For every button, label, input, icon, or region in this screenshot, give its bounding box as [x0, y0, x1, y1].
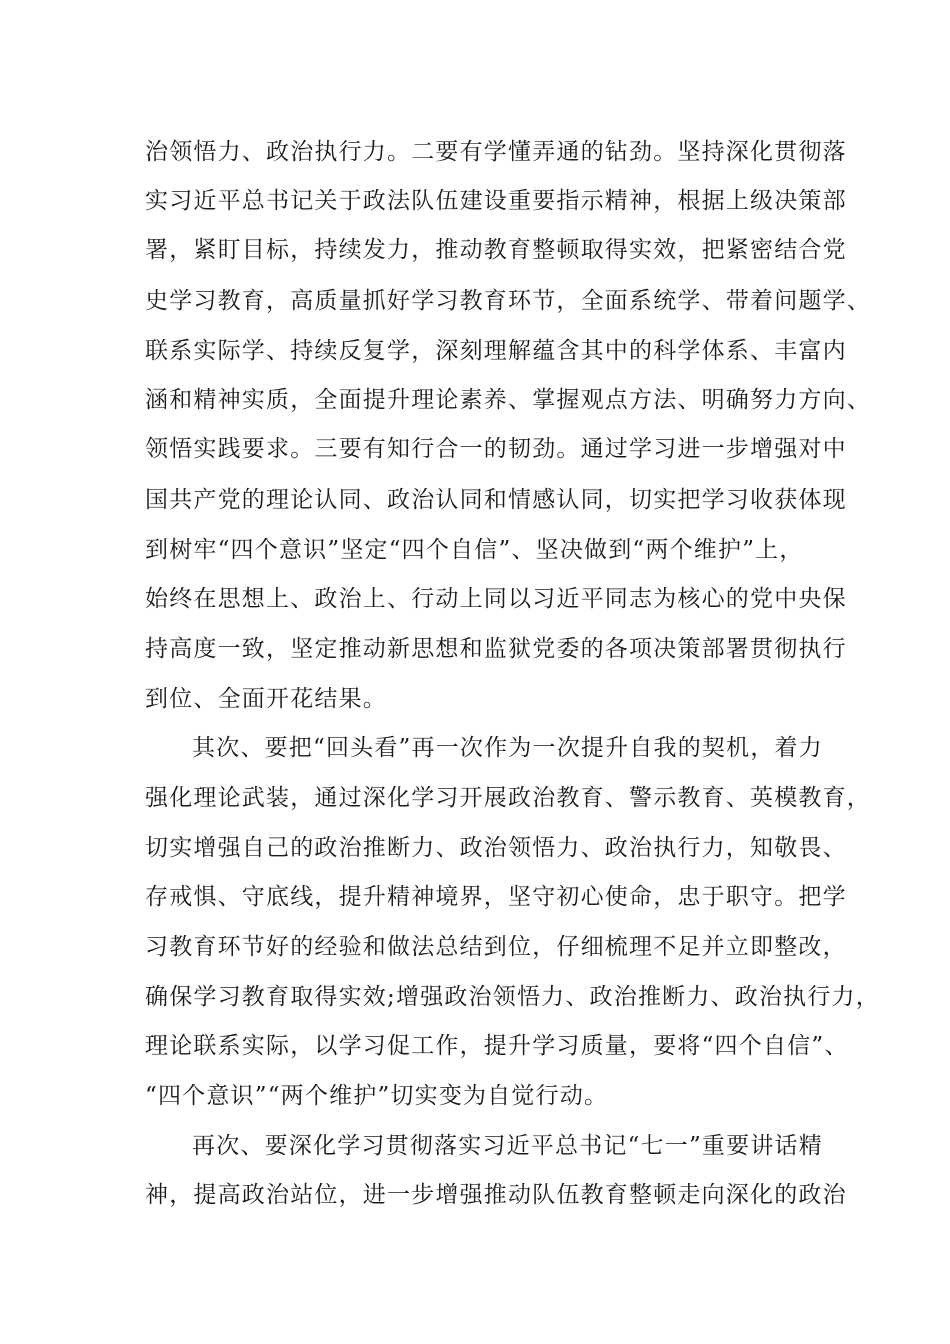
paragraph-start-line: 其次、要把“回头看”再一次作为一次提升自我的契机，着力 — [192, 735, 823, 761]
text-line: 持高度一致，坚定推动新思想和监狱党委的各项决策部署贯彻执行 — [145, 636, 847, 662]
text-line: 切实增强自己的政治推断力、政治领悟力、政治执行力，知敬畏、 — [145, 835, 847, 861]
text-line: 领悟实践要求。三要有知行合一的韧劲。通过学习进一步增强对中 — [145, 436, 847, 462]
text-line: 到树牢“四个意识”坚定“四个自信”、坚决做到“两个维护”上， — [145, 537, 804, 563]
text-line: 实习近平总书记关于政法队伍建设重要指示精神，根据上级决策部 — [145, 188, 847, 214]
text-line: 联系实际学、持续反复学，深刻理解蕴含其中的科学体系、丰富内 — [145, 338, 847, 364]
text-line: “四个意识”“两个维护”切实变为自觉行动。 — [145, 1083, 609, 1109]
text-line: 国共产党的理论认同、政治认同和情感认同，切实把学习收获体现 — [145, 487, 847, 513]
text-line: 理论联系实际，以学习促工作，提升学习质量，要将“四个自信”、 — [145, 1033, 849, 1059]
text-line: 史学习教育，高质量抓好学习教育环节，全面系统学、带着问题学、 — [145, 288, 871, 314]
text-line: 到位、全面开花结果。 — [145, 686, 387, 712]
text-line: 始终在思想上、政治上、行动上同以习近平同志为核心的党中央保 — [145, 586, 847, 612]
text-line: 强化理论武装，通过深化学习开展政治教育、警示教育、英模教育， — [145, 785, 871, 811]
text-line: 涵和精神实质，全面提升理论素养、掌握观点方法、明确努力方向、 — [145, 387, 871, 413]
text-line: 神，提高政治站位，进一步增强推动队伍教育整顿走向深化的政治 — [145, 1182, 847, 1208]
text-line: 习教育环节好的经验和做法总结到位，仔细梳理不足并立即整改， — [145, 934, 847, 960]
paragraph-start-line: 再次、要深化学习贯彻落实习近平总书记“七一”重要讲话精 — [192, 1133, 823, 1159]
text-line: 存戒惧、守底线，提升精神境界，坚守初心使命，忠于职守。把学 — [145, 884, 847, 910]
text-line: 确保学习教育取得实效;增强政治领悟力、政治推断力、政治执行力， — [145, 984, 880, 1010]
text-line: 治领悟力、政治执行力。二要有学懂弄通的钻劲。坚持深化贯彻落 — [145, 139, 847, 165]
text-line: 署，紧盯目标，持续发力，推动教育整顿取得实效，把紧密结合党 — [145, 237, 847, 263]
